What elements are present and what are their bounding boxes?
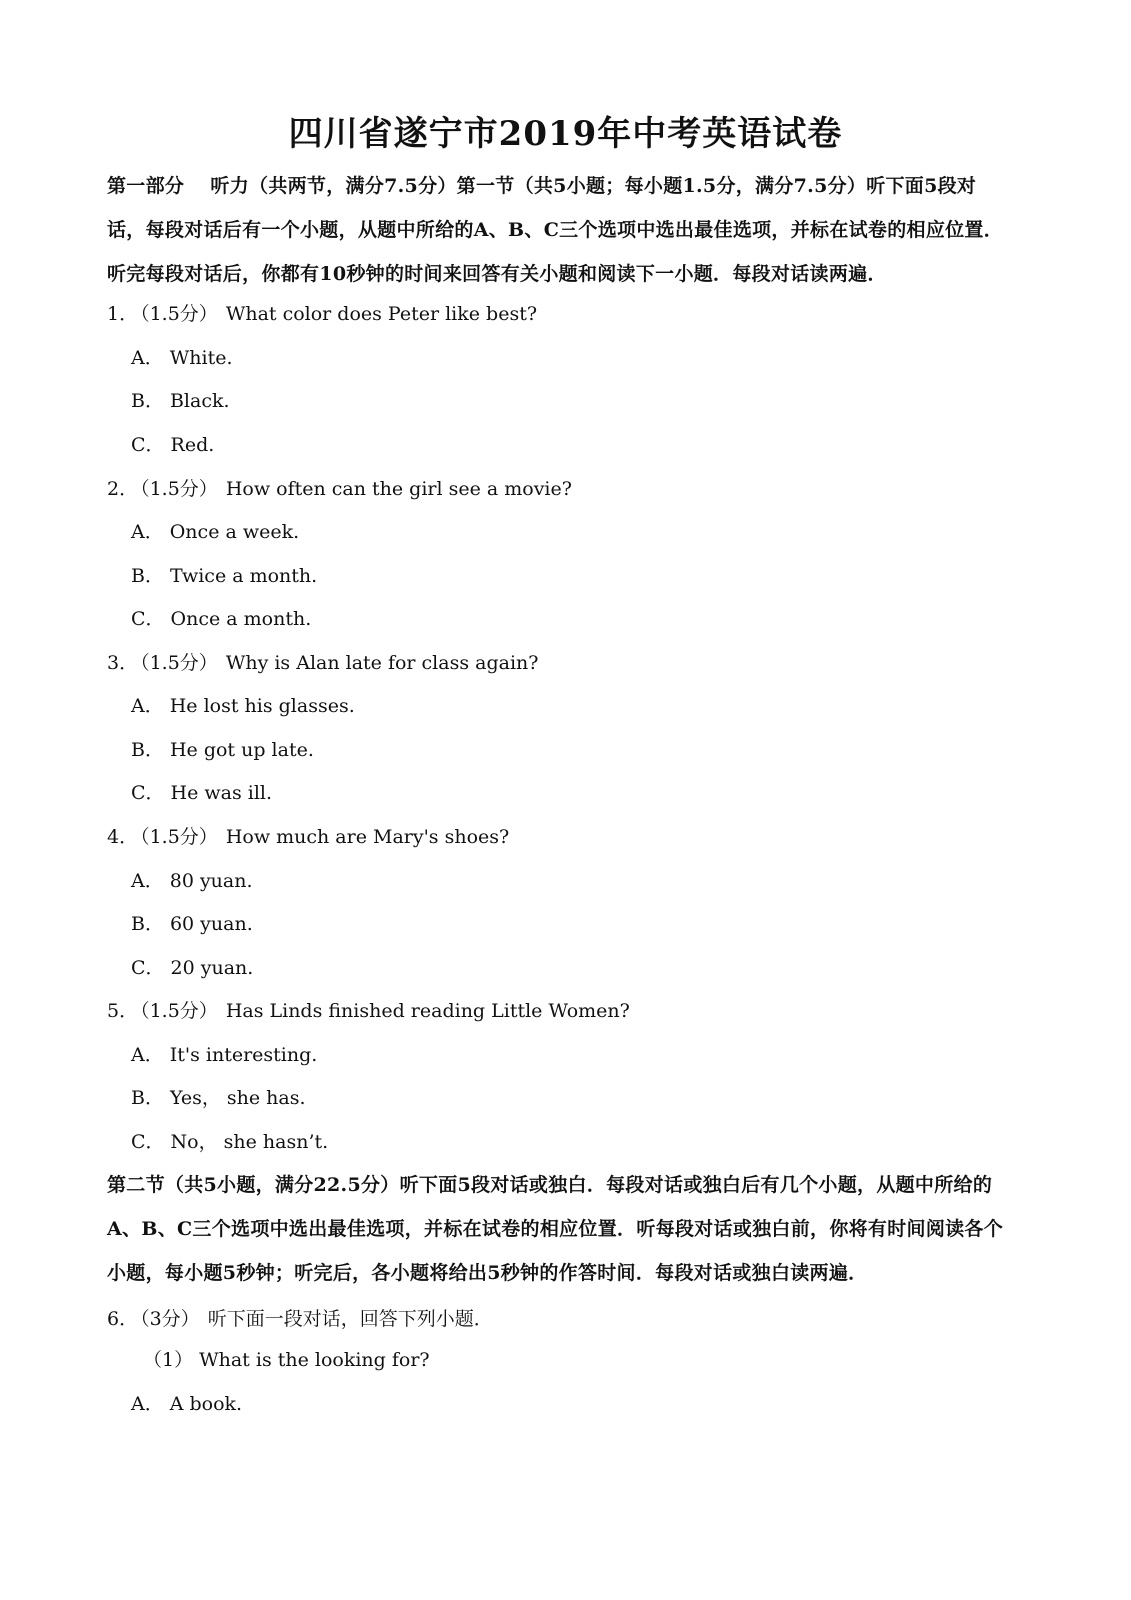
question-points: （1.5分） — [140, 652, 218, 674]
option-letter: C． — [131, 1131, 165, 1153]
option-letter: C． — [131, 434, 165, 456]
option-text: He got up late. — [169, 739, 314, 761]
question-points: （3分） — [140, 1308, 200, 1330]
question-number: 5． — [107, 1000, 139, 1022]
option-3b — [131, 737, 314, 763]
option-2c — [131, 606, 311, 632]
option-text: He lost his glasses. — [169, 695, 355, 717]
option-text: It's interesting. — [169, 1044, 318, 1066]
question-text: How often can the girl see a movie? — [225, 478, 572, 500]
option-5c — [131, 1129, 328, 1155]
question-6 — [107, 1306, 493, 1332]
question-2 — [107, 476, 572, 502]
option-3c — [131, 780, 272, 806]
question-4 — [107, 824, 509, 850]
question-text: What color does Peter like best? — [225, 303, 538, 325]
option-4b — [131, 911, 253, 937]
question-text: Why is Alan late for class again? — [225, 652, 539, 674]
option-text: 60 yuan. — [169, 913, 253, 935]
option-letter: B． — [131, 913, 164, 935]
part1-instructions: 第一部分 听力（共两节，满分7.5分）第一节（共5小题；每小题1.5分，满分7.5分）听下面5段对话，每段对话后有一个小题，从题中所给的A、B、C三个选项中选出最佳选项，并标在试卷的相应位置．听完每段对话后，你都有10秒钟的时间来回答有关小题和阅读下一小题．每段对话读两遍． — [107, 175, 1004, 285]
option-letter: A． — [131, 1044, 164, 1066]
option-text: Twice a month. — [169, 565, 318, 587]
question-number: 3． — [107, 652, 139, 674]
option-4a — [131, 868, 253, 894]
option-letter: A． — [131, 347, 164, 369]
option-6-1a — [131, 1391, 242, 1417]
question-text: How much are Mary's shoes? — [225, 826, 510, 848]
question-1 — [107, 301, 537, 327]
option-letter: B． — [131, 390, 164, 412]
option-letter: B． — [131, 739, 164, 761]
option-5a — [131, 1042, 317, 1068]
option-letter: A． — [131, 870, 164, 892]
part2-instructions: 第二节（共5小题，满分22.5分）听下面5段对话或独白．每段对话或独白后有几个小题，从题中所给的A、B、C三个选项中选出最佳选项，并标在试卷的相应位置．听每段对话或独白前，你将有时间阅读各个小题，每小题5秒钟；听完后，各小题将给出5秒钟的作答时间．每段对话或独白读两遍． — [107, 1174, 1004, 1284]
option-text: 20 yuan. — [170, 957, 254, 979]
question-points: （1.5分） — [140, 1000, 218, 1022]
exam-title: 四川省遂宁市2019年中考英语试卷 — [288, 114, 843, 154]
option-2b — [131, 563, 317, 589]
sub-question-text: What is the looking for? — [199, 1349, 430, 1371]
option-1a — [131, 345, 233, 371]
option-text: Once a week. — [169, 521, 300, 543]
option-letter: A． — [131, 521, 164, 543]
question-number: 1． — [107, 303, 139, 325]
option-1c — [131, 432, 214, 458]
option-letter: C． — [131, 608, 165, 630]
sub-question-1 — [143, 1347, 430, 1373]
question-points: （1.5分） — [140, 826, 218, 848]
sub-question-number: （1） — [143, 1349, 194, 1371]
option-text: He was ill. — [170, 782, 273, 804]
option-2a — [131, 519, 299, 545]
option-text: A book. — [169, 1393, 243, 1415]
question-number: 6． — [107, 1308, 139, 1330]
question-5 — [107, 998, 630, 1024]
option-letter: A． — [131, 1393, 164, 1415]
option-text: Black. — [169, 390, 230, 412]
option-text: Once a month. — [170, 608, 312, 630]
question-number: 2． — [107, 478, 139, 500]
question-points: （1.5分） — [140, 303, 218, 325]
option-letter: C． — [131, 782, 165, 804]
option-letter: A． — [131, 695, 164, 717]
option-text: White. — [169, 347, 233, 369]
option-text: Yes， she has. — [169, 1087, 306, 1109]
question-text: Has Linds finished reading Little Women? — [225, 1000, 630, 1022]
option-1b — [131, 388, 230, 414]
question-3 — [107, 650, 538, 676]
option-letter: B． — [131, 565, 164, 587]
option-3a — [131, 693, 355, 719]
option-5b — [131, 1085, 306, 1111]
option-text: Red. — [170, 434, 215, 456]
option-text: No， she hasn’t. — [170, 1131, 329, 1153]
option-letter: B． — [131, 1087, 164, 1109]
question-text: 听下面一段对话，回答下列小题． — [207, 1308, 493, 1330]
option-letter: C． — [131, 957, 165, 979]
option-text: 80 yuan. — [169, 870, 253, 892]
question-number: 4． — [107, 826, 139, 848]
question-points: （1.5分） — [140, 478, 218, 500]
option-4c — [131, 955, 253, 981]
